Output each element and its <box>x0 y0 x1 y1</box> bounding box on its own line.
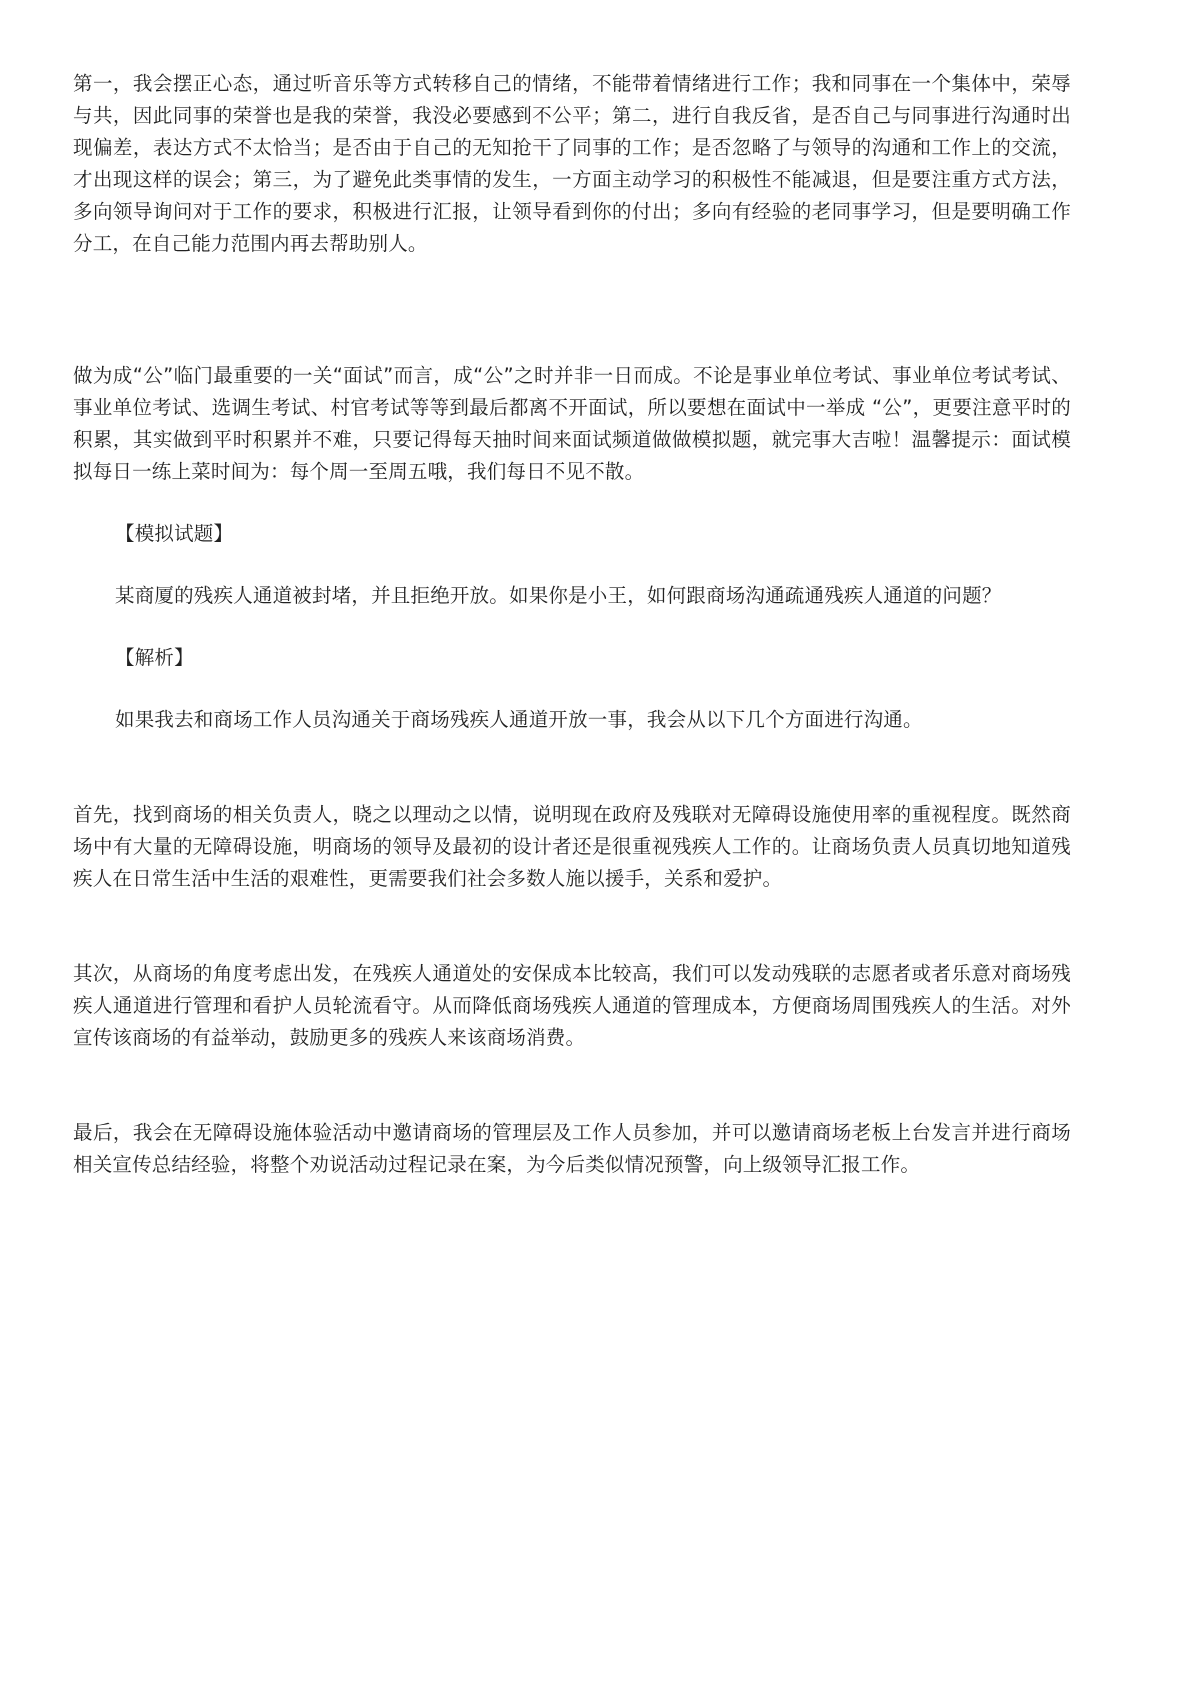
analysis-lead-paragraph: 如果我去和商场工作人员沟通关于商场残疾人通道开放一事，我会从以下几个方面进行沟通。 <box>115 708 923 731</box>
background-paragraph: 做为成“公”临门最重要的一关“面试”而言，成“公”之时并非一日而成。不论是事业单位考试、事业单位考试考试、事业单位考试、选调生考试、村官考试等等到最后都离不开面试，所以要想在面试中一举成 “公”，更要注意平时的积累，其实做到平时积累并不难，只要记得每天抽时间来面试频道做做模拟题，就完事大吉啦！温馨提示：面试模拟每日一练上菜时间为：每个周一至周五哦，我们每日不见不散。 <box>73 364 1071 483</box>
analysis-heading: 【解析】 <box>115 646 194 669</box>
question-heading: 【模拟试题】 <box>115 522 234 545</box>
analysis-point-second: 其次，从商场的角度考虑出发，在残疾人通道处的安保成本比较高，我们可以发动残联的志愿者或者乐意对商场残疾人通道进行管理和看护人员轮流看守。从而降低商场残疾人通道的管理成本，方便商场周围残疾人的生活。对外宣传该商场的有益举动，鼓励更多的残疾人来该商场消费。 <box>73 962 1071 1049</box>
analysis-point-first: 首先，找到商场的相关负责人，晓之以理动之以情，说明现在政府及残联对无障碍设施使用率的重视程度。既然商场中有大量的无障碍设施，明商场的领导及最初的设计者还是很重视残疾人工作的。让商场负责人员真切地知道残疾人在日常生活中生活的艰难性，更需要我们社会多数人施以援手，关系和爱护。 <box>73 803 1071 890</box>
intro-paragraph: 第一，我会摆正心态，通过听音乐等方式转移自己的情绪，不能带着情绪进行工作；我和同事在一个集体中，荣辱与共，因此同事的荣誉也是我的荣誉，我没必要感到不公平；第二，进行自我反省，是否自己与同事进行沟通时出现偏差，表达方式不太恰当；是否由于自己的无知抢干了同事的工作；是否忽略了与领导的沟通和工作上的交流，才出现这样的误会；第三，为了避免此类事情的发生，一方面主动学习的积极性不能减退，但是要注重方式方法，多向领导询问对于工作的要求，积极进行汇报，让领导看到你的付出；多向有经验的老同事学习，但是要明确工作分工，在自己能力范围内再去帮助别人。 <box>73 72 1071 255</box>
analysis-point-last: 最后，我会在无障碍设施体验活动中邀请商场的管理层及工作人员参加，并可以邀请商场老板上台发言并进行商场相关宣传总结经验，将整个劝说活动过程记录在案，为今后类似情况预警，向上级领导汇报工作。 <box>73 1121 1071 1176</box>
question-text: 某商厦的残疾人通道被封堵，并且拒绝开放。如果你是小王，如何跟商场沟通疏通残疾人通道的问题？ <box>115 584 1002 607</box>
